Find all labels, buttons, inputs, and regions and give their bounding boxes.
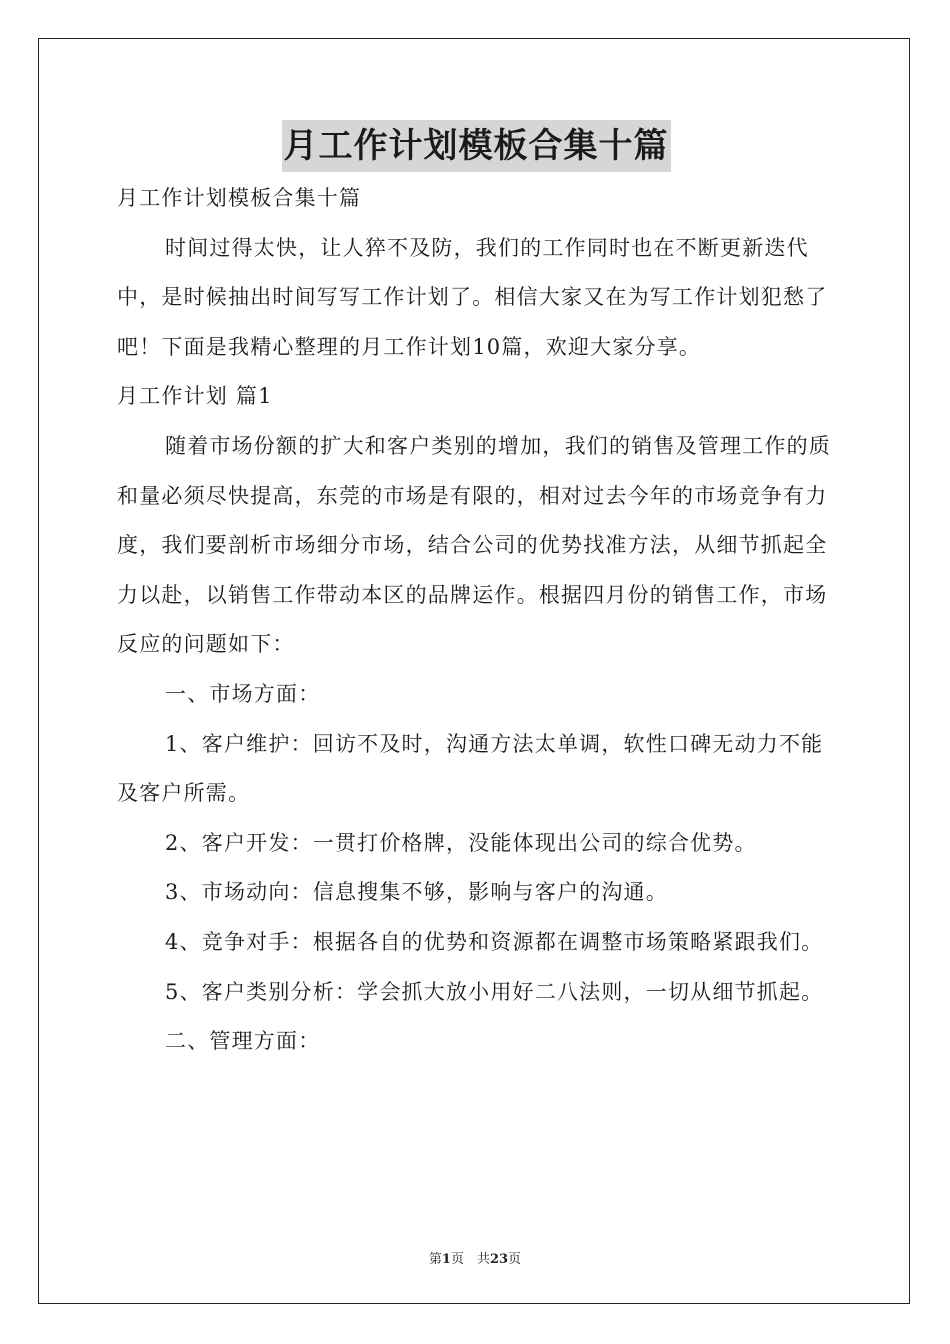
title-wrap [117, 120, 835, 172]
heading-management: 二、管理方面： [165, 1029, 321, 1054]
footer-page-number: 1 [441, 1252, 451, 1267]
document-body [117, 120, 835, 1067]
list-item-customer-maintenance: 1、客户维护：回访不及时，沟通方法太单调，软性口碑无动力不能及客户所需。 [117, 731, 824, 806]
heading-market: 一、市场方面： [165, 681, 321, 706]
list-item-competitors: 4、竞争对手：根据各自的优势和资源都在调整市场策略紧跟我们。 [165, 929, 824, 954]
list-item-customer-analysis: 5、客户类别分析：学会抓大放小用好二八法则，一切从细节抓起。 [165, 979, 824, 1004]
document-subtitle: 月工作计划模板合集十篇 [117, 186, 362, 210]
list-item-market-trend: 3、市场动向：信息搜集不够，影响与客户的沟通。 [165, 880, 668, 905]
footer-prefix: 第 [428, 1252, 442, 1267]
page-footer [0, 1248, 950, 1267]
paragraph-body: 随着市场份额的扩大和客户类别的增加，我们的销售及管理工作的质和量必须尽快提高，东莞的市场是有限的，相对过去今年的市场竞争有力度，我们要剖析市场细分市场，结合公司的优势找准方法，从细节抓起全力以赴，以销售工作带动本区的品牌运作。根据四月份的销售工作，市场反应的问题如下： [117, 433, 831, 657]
footer-total-pages: 23 [489, 1252, 509, 1267]
document-title: 月工作计划模板合集十篇 [282, 120, 671, 172]
list-item-customer-development: 2、客户开发：一贯打价格牌，没能体现出公司的综合优势。 [165, 830, 757, 855]
section-heading-plan-1: 月工作计划 篇1 [117, 384, 273, 409]
footer-mid: 页 共 [450, 1252, 490, 1267]
paragraph-intro: 时间过得太快，让人猝不及防，我们的工作同时也在不断更新迭代中，是时候抽出时间写写工作计划了。相信大家又在为写工作计划犯愁了吧！下面是我精心整理的月工作计划10篇，欢迎大家分享。 [117, 235, 828, 359]
footer-suffix: 页 [508, 1252, 522, 1267]
